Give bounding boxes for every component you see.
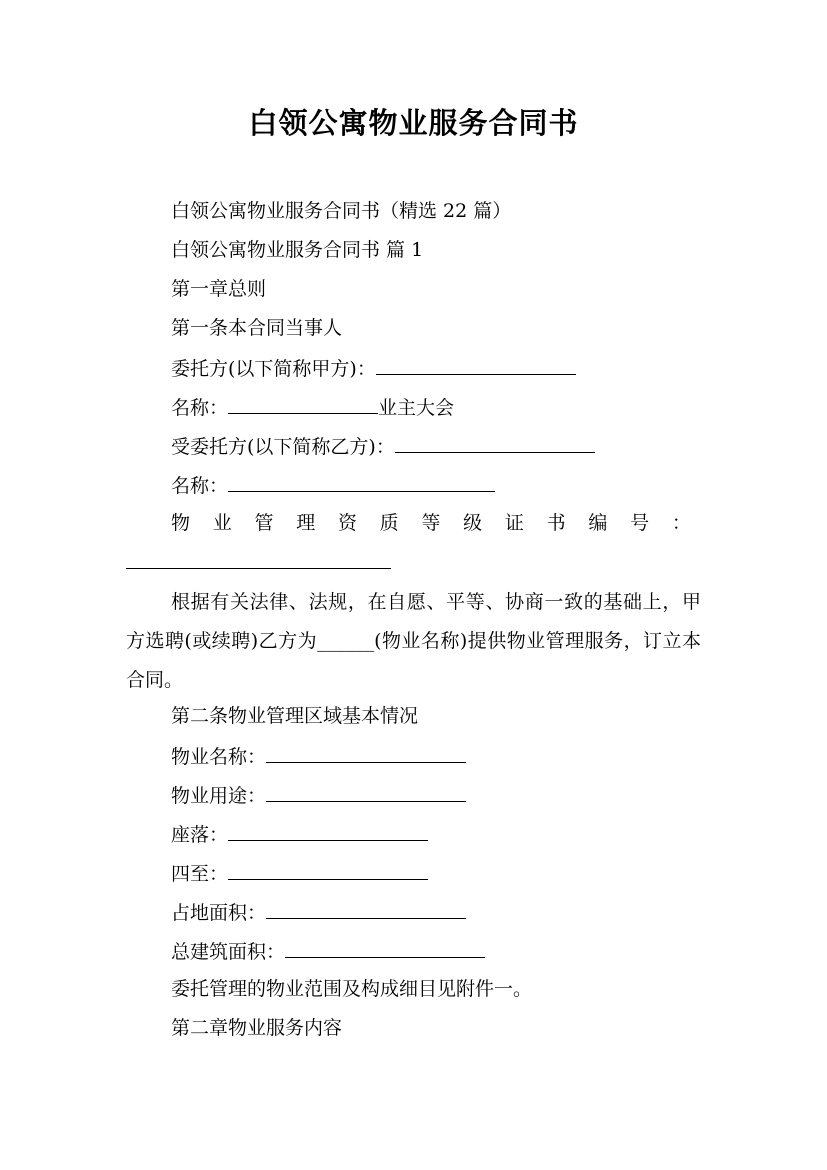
contractor-name-row [171, 469, 495, 501]
field-suffix: 业主大会 [378, 397, 455, 419]
blank-line [228, 818, 428, 841]
spread-char: 业 [212, 512, 232, 534]
blank-line [228, 857, 428, 880]
field-label: 总建筑面积： [171, 941, 286, 963]
blank-line [266, 896, 466, 919]
blank-line [376, 352, 576, 375]
body-line: 委托管理的物业范围及构成细目见附件一。 [171, 978, 533, 1000]
field-label: 名称： [171, 397, 229, 419]
spread-char: 书 [546, 512, 566, 534]
article-heading: 第一条本合同当事人 [171, 317, 343, 339]
land-area-row [171, 896, 466, 928]
spread-char: 级 [463, 512, 483, 534]
blank-line [395, 430, 595, 453]
blank-line [228, 469, 495, 492]
contract-subtitle: 白领公寓物业服务合同书（精选 22 篇） [171, 200, 512, 222]
blank-line [266, 779, 466, 802]
field-label: 座落： [171, 824, 229, 846]
property-name-row [171, 740, 466, 772]
spread-char: 质 [379, 512, 399, 534]
section-heading: 白领公寓物业服务合同书 篇 1 [171, 239, 424, 261]
blank-line [266, 740, 466, 763]
document-title: 白领公寓物业服务合同书 [248, 106, 579, 140]
client-party-row [171, 352, 576, 384]
field-label: 占地面积： [171, 902, 267, 924]
client-name-row [171, 391, 454, 423]
spread-char: 管 [254, 512, 274, 534]
building-area-row [171, 935, 485, 967]
article-heading: 第二条物业管理区域基本情况 [171, 705, 419, 727]
blank-line [285, 935, 485, 958]
field-label: 物业名称： [171, 746, 267, 768]
spread-char: 编 [588, 512, 608, 534]
certificate-number-row [171, 508, 691, 538]
field-label: 名称： [171, 475, 229, 497]
chapter-heading: 第二章物业服务内容 [171, 1017, 343, 1039]
field-label: 物业用途： [171, 785, 267, 807]
blank-line [228, 391, 378, 414]
spread-char: ： [671, 512, 691, 534]
body-paragraph: 根据有关法律、法规，在自愿、平等、协商一致的基础上，甲方选聘(或续聘)乙方为______(物业名称)提供物业管理服务，订立本合同。 [126, 591, 701, 691]
boundaries-row [171, 857, 428, 889]
spread-char: 证 [504, 512, 524, 534]
field-label: 受委托方(以下简称乙方)： [171, 436, 395, 458]
chapter-heading: 第一章总则 [171, 278, 267, 300]
spread-char: 物 [171, 512, 191, 534]
spread-char: 资 [337, 512, 357, 534]
property-use-row [171, 779, 466, 811]
field-label: 委托方(以下简称甲方)： [171, 358, 376, 380]
location-row [171, 818, 428, 850]
spread-char: 理 [296, 512, 316, 534]
field-label: 四至： [171, 863, 229, 885]
contractor-party-row [171, 430, 595, 462]
blank-line [126, 568, 391, 569]
spread-char: 等 [421, 512, 441, 534]
spread-char: 号 [630, 512, 650, 534]
